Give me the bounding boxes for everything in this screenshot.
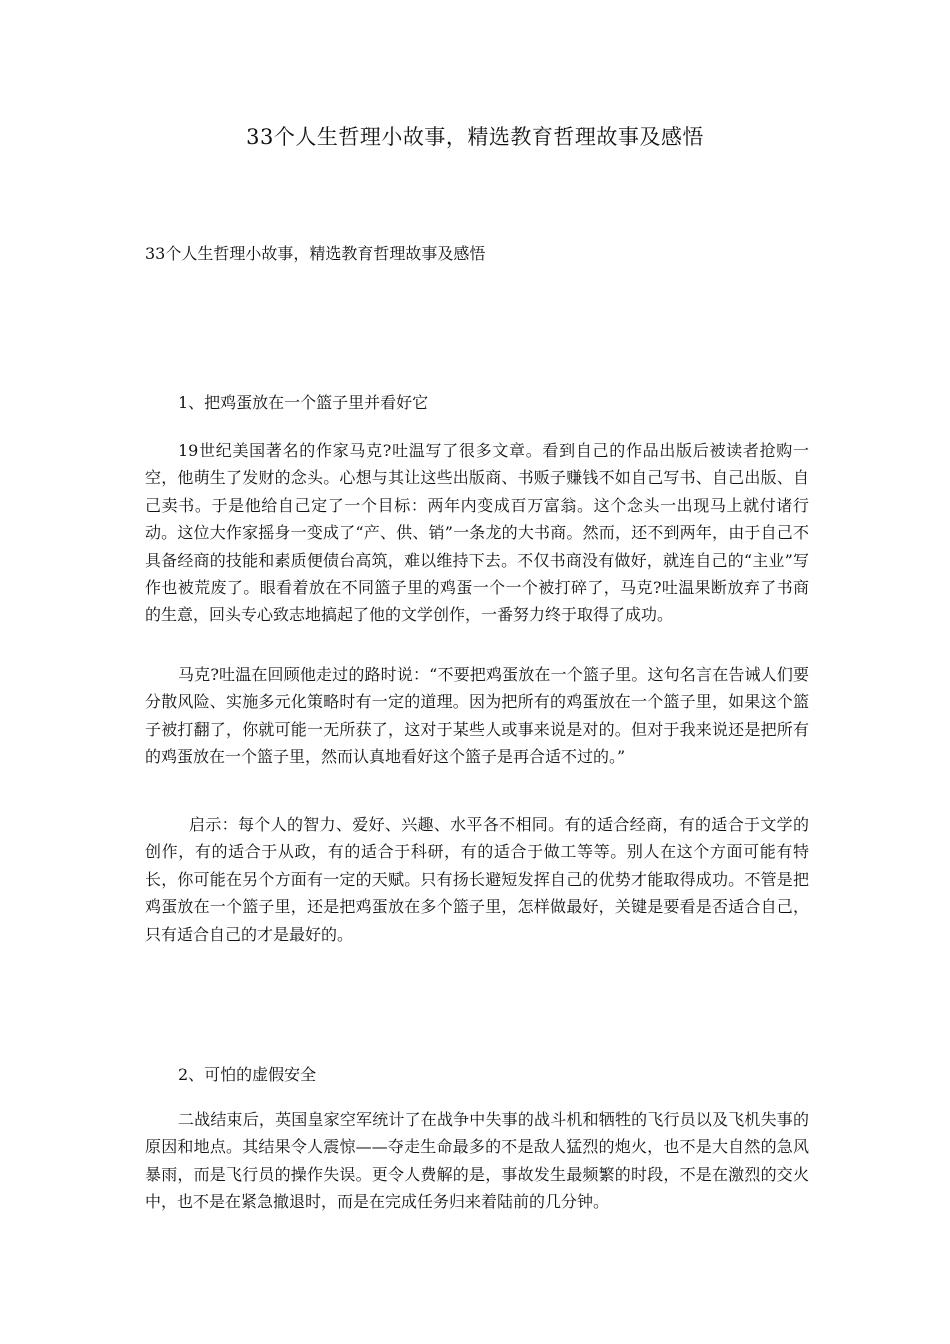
- section-1-heading: 1、把鸡蛋放在一个篮子里并看好它: [178, 393, 429, 412]
- section-2-paragraph-1: 二战结束后，英国皇家空军统计了在战争中失事的战斗机和牺牲的飞行员以及飞机失事的原因和地点。其结果令人震惊——夺走生命最多的不是敌人猛烈的炮火，也不是大自然的急风暴雨，而是飞行员的操作失误。更令人费解的是，事故发生最频繁的时段，不是在激烈的交火中，也不是在紧急撤退时，而是在完成任务归来着陆前的几分钟。: [145, 1110, 809, 1212]
- section-1-insight: 启示：每个人的智力、爱好、兴趣、水平各不相同。有的适合经商，有的适合于文学的创作，有的适合于从政，有的适合于科研，有的适合于做工等等。别人在这个方面可能有特长，你可能在另个方面有一定的天赋。只有扬长避短发挥自己的优势才能取得成功。不管是把鸡蛋放在一个篮子里，还是把鸡蛋放在多个篮子里，怎样做最好，关键是要看是否适合自己，只有适合自己的才是最好的。: [145, 815, 809, 944]
- document-title: 33个人生哲理小故事，精选教育哲理故事及感悟: [246, 125, 704, 149]
- section-1-paragraph-1: 19世纪美国著名的作家马克?吐温写了很多文章。看到自己的作品出版后被读者抢购一空，他萌生了发财的念头。心想与其让这些出版商、书贩子赚钱不如自己写书、自己出版、自己卖书。于是他给自己定了一个目标：两年内变成百万富翁。这个念头一出现马上就付诸行动。这位大作家摇身一变成了“产、供、销”一条龙的大书商。然而，还不到两年，由于自己不具备经商的技能和素质便债台高筑，难以维持下去。不仅书商没有做好，就连自己的“主业”写作也被荒废了。眼看着放在不同篮子里的鸡蛋一个一个被打碎了，马克?吐温果断放弃了书商的生意，回头专心致志地搞起了他的文学创作，一番努力终于取得了成功。: [145, 441, 809, 625]
- document-subtitle: 33个人生哲理小故事，精选教育哲理故事及感悟: [145, 244, 486, 263]
- section-1-paragraph-2: 马克?吐温在回顾他走过的路时说：“不要把鸡蛋放在一个篮子里。这句名言在告诫人们要分散风险、实施多元化策略时有一定的道理。因为把所有的鸡蛋放在一个篮子里，如果这个篮子被打翻了，你就可能一无所获了，这对于某些人或事来说是对的。但对于我来说还是把所有的鸡蛋放在一个篮子里，然而认真地看好这个篮子是再合适不过的。”: [145, 665, 809, 767]
- section-2-heading: 2、可怕的虚假安全: [178, 1065, 317, 1084]
